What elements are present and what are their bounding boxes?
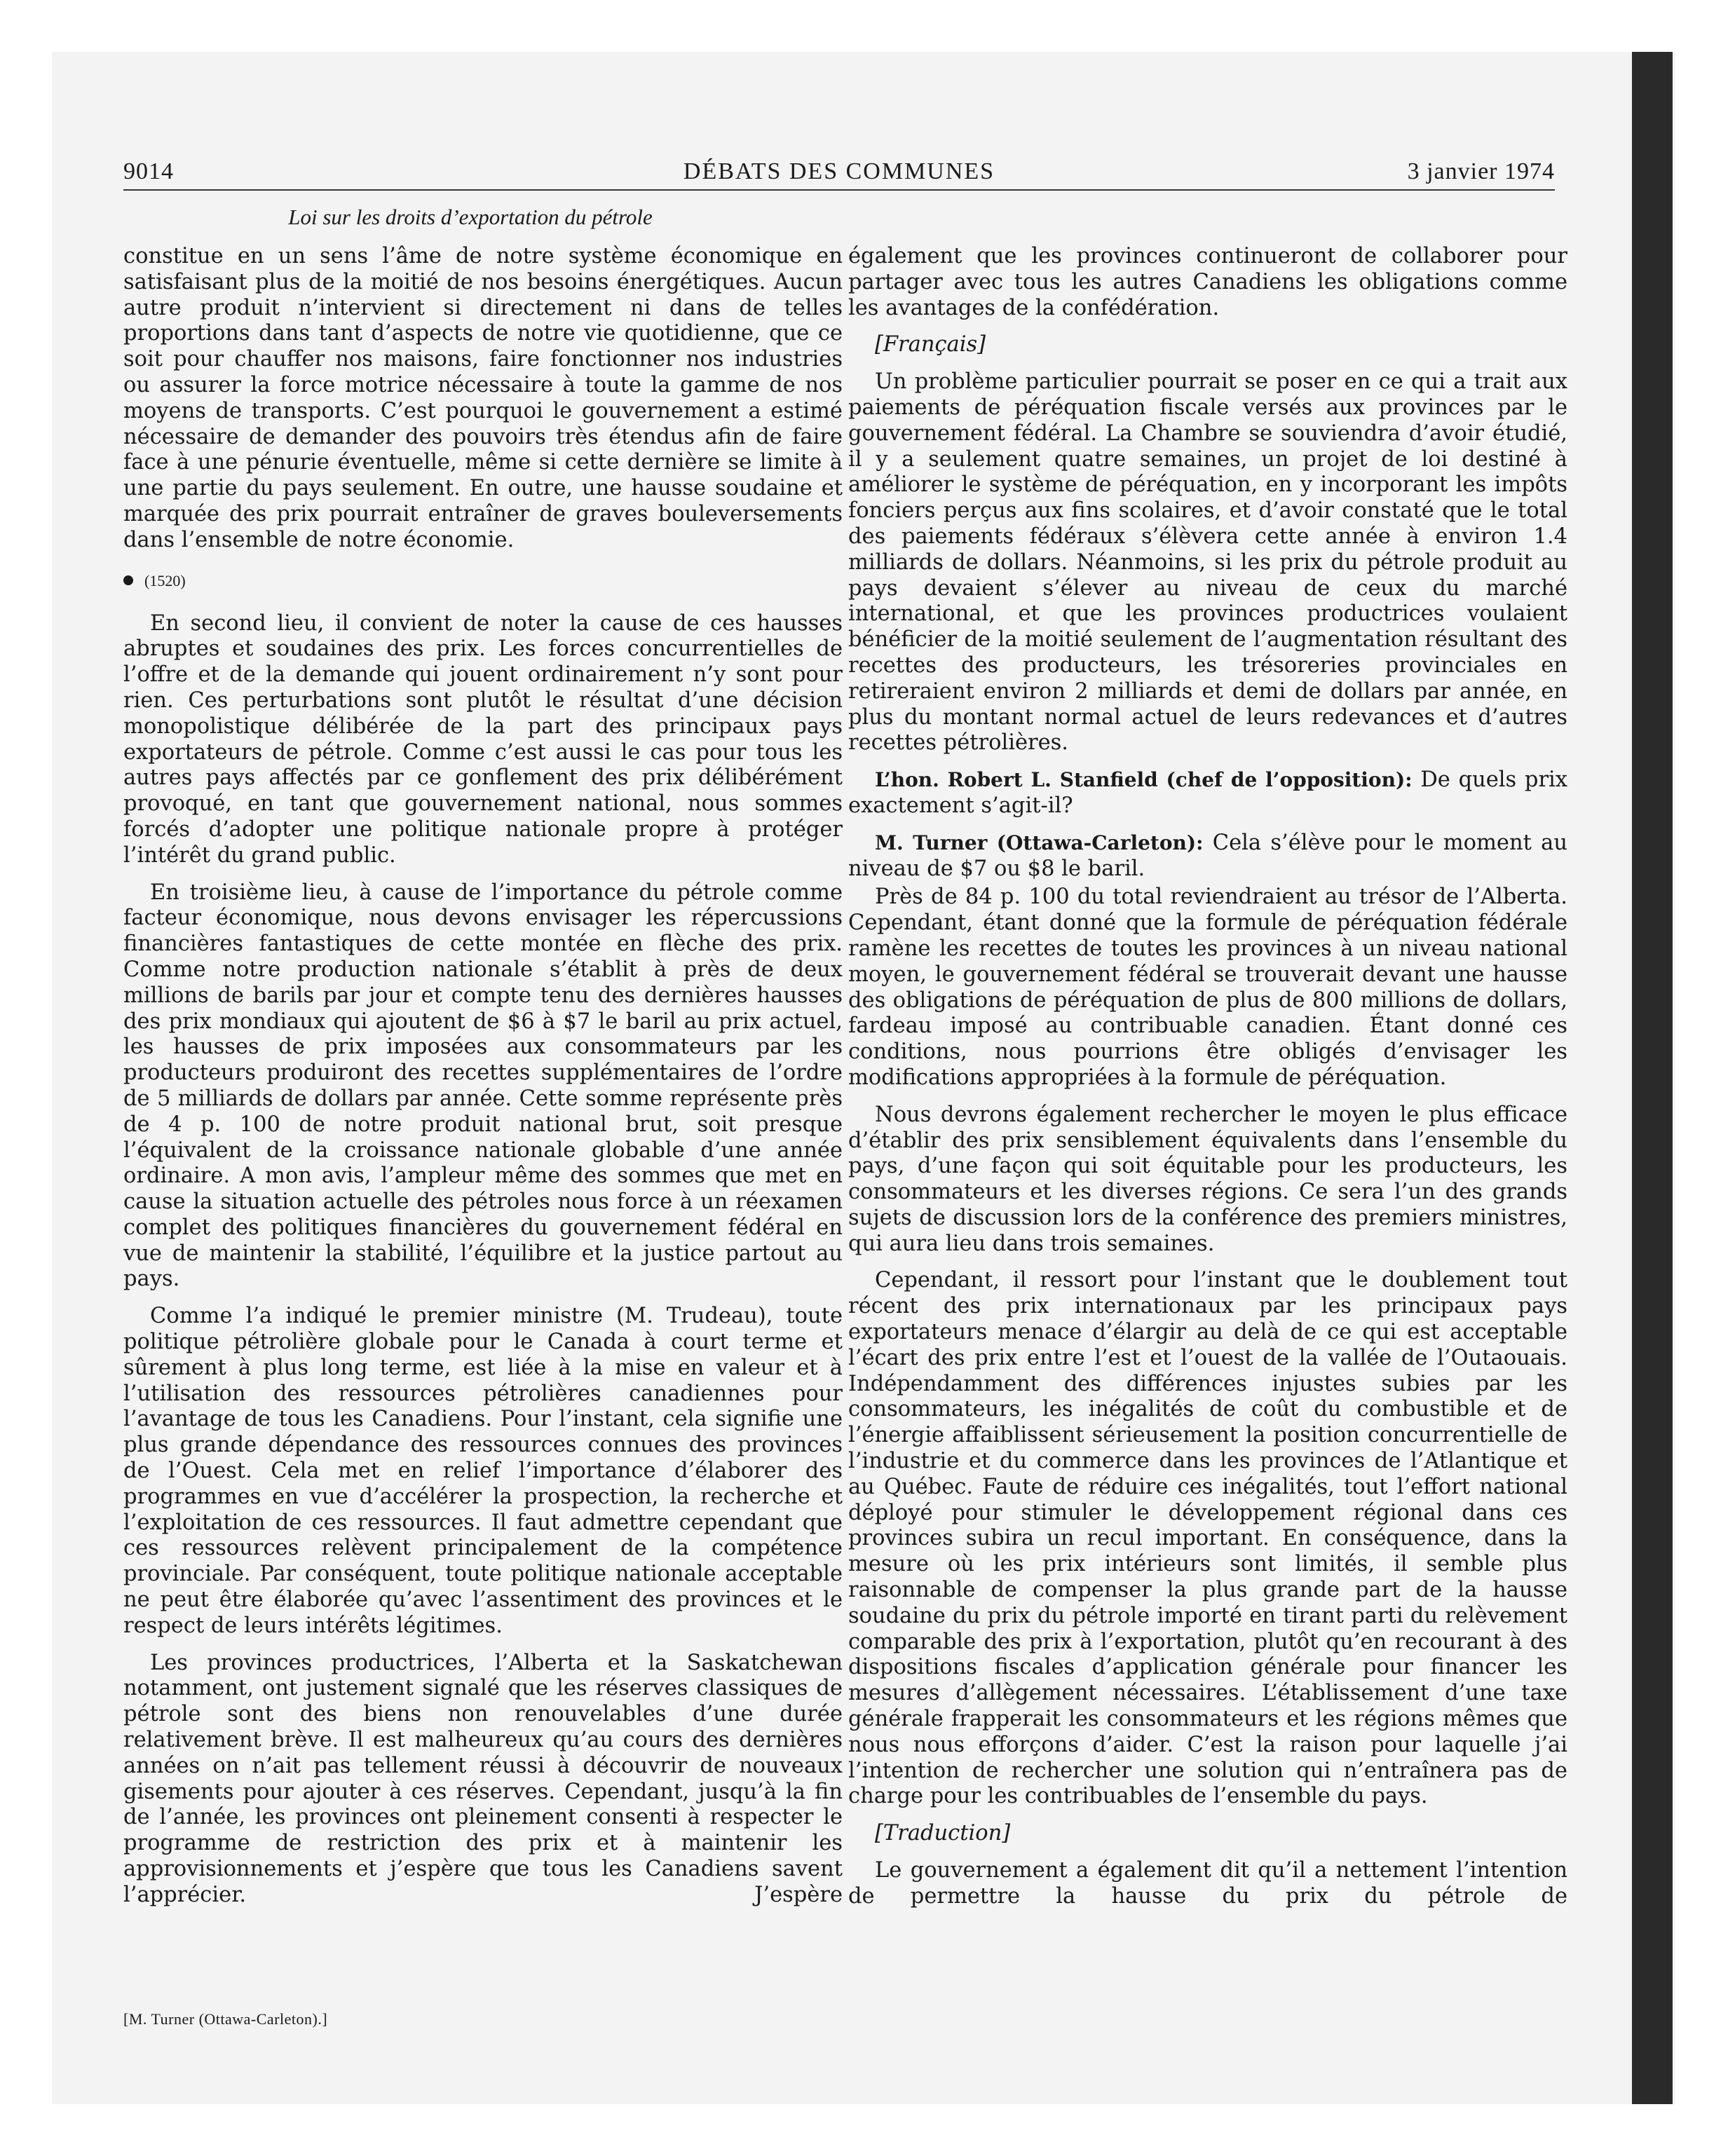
paragraph: Un problème particulier pourrait se poser en ce qui a trait aux paiements de péréquation fiscale versés aux provinces par le gouvernement fédéral. La Chambre se souviendra d’avoir étudié, il y a seulement quatre semaines, un projet de loi destiné à améliorer le système de péréquation, en y incorporant les impôts fonciers perçus aux fins scolaires, et d’avoir constaté que le total des paiements fédéraux s’élèvera cette année à environ 1.4 milliards de dollars. Néanmoins, si les prix du pétrole produit au pays devaient s’élever au niveau de ceux du marché international, et que les provinces productrices voulaient bénéficier de la moitié seulement de l’augmentation résultant des recettes des producteurs, les trésoreries provinciales en retireraient environ 2 milliards et demi de dollars par année, en plus du montant normal actuel de leurs redevances et d’autres recettes pétrolières.	[848, 369, 1567, 756]
paragraph: En second lieu, il convient de noter la cause de ces hausses abruptes et soudaines des prix. Les forces concurrentielles de l’offre et de la demande qui jouent ordinairement n’y sont pour rien. Ces perturbations sont plutôt le résultat d’une décision monopolistique délibérée de la part des principaux pays exportateurs de pétrole. Comme c’est aussi le cas pour tous les autres pays affectés par ce gonflement des prix délibérément provoqué, en tant que gouvernement national, nous sommes forcés d’adopter une politique nationale propre à protéger l’intérêt du grand public.	[123, 610, 843, 868]
speaker-text: De quels prix exactement s’agit-il?	[848, 767, 1567, 818]
scan-edge-shadow	[1632, 52, 1673, 2104]
bullet-icon	[123, 575, 133, 585]
paragraph: Le gouvernement a également dit qu’il a nettement l’intention de permettre la hausse du prix du pétrole de	[848, 1858, 1567, 1909]
speaker-name: M. Turner (Ottawa-Carleton):	[875, 831, 1204, 854]
right-column	[848, 244, 1567, 1921]
paragraph: Les provinces productrices, l’Alberta et la Saskatchewan notamment, ont justement signalé que les réserves classiques de pétrole sont des biens non renouvelables d’une durée relativement brève. Il est malheureux qu’au cours des dernières années on n’ait pas tellement réussi à découvrir de nouveaux gisements pour ajouter à ces réserves. Cependant, jusqu’à la fin de l’année, les provinces ont pleinement consenti à respecter le programme de restriction des prix et à maintenir les approvisionnements et j’espère que tous les Canadiens savent l’apprécier. J’espère	[123, 1650, 843, 1907]
paragraph: Comme l’a indiqué le premier ministre (M. Trudeau), toute politique pétrolière globale pour le Canada à court terme et sûrement à plus long terme, est liée à la mise en valeur et à l’utilisation des ressources pétrolières canadiennes pour l’avantage de tous les Canadiens. Pour l’instant, cela signifie une plus grande dépendance des ressources connues des provinces de l’Ouest. Cela met en relief l’importance d’élaborer des programmes en vue d’accélérer la prospection, la recherche et l’exploitation de ces ressources. Il faut admettre cependant que ces ressources relèvent principalement de la compétence provinciale. Par conséquent, toute politique nationale acceptable ne peut être élaborée qu’avec l’assentiment des provinces et le respect de leurs intérêts légitimes.	[123, 1304, 843, 1638]
paragraph: également que les provinces continueront de collaborer pour partager avec tous les autres Canadiens les obligations comme les avantages de la confédération.	[848, 244, 1567, 320]
publication-title: DÉBATS DES COMMUNES	[683, 158, 995, 184]
language-tag: [Traduction]	[875, 1821, 1011, 1846]
speaker-footer-note: [M. Turner (Ottawa-Carleton).]	[123, 2010, 328, 2028]
language-tag: [Français]	[875, 332, 986, 357]
left-column	[123, 244, 843, 1920]
speaker-name: L’hon. Robert L. Stanfield (chef de l’opposition):	[875, 768, 1413, 792]
paragraph: constitue en un sens l’âme de notre système économique en satisfaisant plus de la moitié de nos besoins énergétiques. Aucun autre produit n’intervient si directement ni dans de telles proportions dans tant d’aspects de notre vie quotidienne, que ce soit pour chauffer nos maisons, faire fonctionner nos industries ou assurer la force motrice nécessaire à toute la gamme de nos moyens de transports. C’est pourquoi le gouvernement a estimé nécessaire de demander des pouvoirs très étendus afin de faire face à une pénurie éventuelle, même si cette dernière se limite à une partie du pays seulement. En outre, une hausse soudaine et marquée des prix pourrait entraîner de graves bouleversements dans l’ensemble de notre économie.	[123, 244, 843, 552]
subject-heading: Loi sur les droits d’exportation du pétrole	[288, 205, 653, 229]
paragraph: Près de 84 p. 100 du total reviendraient au trésor de l’Alberta. Cependant, étant donné que la formule de péréquation fédérale ramène les recettes de toutes les provinces à un niveau national moyen, le gouvernement fédéral se trouverait devant une hausse des obligations de péréquation de plus de 800 millions de dollars, fardeau imposé au contribuable canadien. Étant donné ces conditions, nous pourrions être obligés d’envisager les modifications appropriées à la formule de péréquation.	[848, 885, 1567, 1090]
paragraph: Nous devrons également rechercher le moyen le plus efficace d’établir des prix sensiblement équivalents dans l’ensemble du pays, d’une façon qui soit équitable pour les producteurs, les consommateurs et les diverses régions. Ce sera l’un des grands sujets de discussion lors de la conférence des premiers ministres, qui aura lieu dans trois semaines.	[848, 1102, 1567, 1256]
speaker-text: Cela s’élève pour le moment au niveau de $7 ou $8 le baril.	[848, 830, 1567, 881]
time-marker	[123, 571, 843, 592]
header-rule	[123, 189, 1555, 191]
speaker-paragraph	[848, 767, 1567, 819]
header-date: 3 janvier 1974	[1407, 158, 1555, 184]
page-number: 9014	[123, 158, 174, 184]
page-header	[123, 158, 1555, 193]
paragraph: En troisième lieu, à cause de l’importance du pétrole comme facteur économique, nous devons envisager les répercussions financières fantastiques de cette montée en flèche des prix. Comme notre production nationale s’établit à près de deux millions de barils par jour et compte tenu des dernières hausses des prix mondiaux qui ajoutent de $6 à $7 le baril au prix actuel, les hausses de prix imposées aux consommateurs par les producteurs produiront des recettes supplémentaires de l’ordre de 5 milliards de dollars par année. Cette somme représente près de 4 p. 100 de notre produit national brut, soit presque l’équivalent de la croissance nationale globable d’une année ordinaire. A mon avis, l’ampleur même des sommes que met en cause la situation actuelle des pétroles nous force à un réexamen complet des politiques financières du gouvernement fédéral en vue de maintenir la stabilité, l’équilibre et la justice partout au pays.	[123, 880, 843, 1292]
paragraph: Cependant, il ressort pour l’instant que le doublement tout récent des prix internationaux par les principaux pays exportateurs menace d’élargir au delà de ce qui est acceptable l’écart des prix entre l’est et l’ouest de la vallée de l’Outaouais. Indépendamment des différences injustes subies par les consommateurs, les inégalités de coût du combustible et de l’énergie affaiblissent sérieusement la position concurrentielle de l’industrie et du commerce dans les provinces de l’Atlantique et au Québec. Faute de réduire ces inégalités, tout l’effort national déployé pour stimuler le développement régional dans ces provinces subira un recul important. En conséquence, dans la mesure où les prix intérieurs sont limités, il semble plus raisonnable de compenser la plus grande part de la hausse soudaine du prix du pétrole importé en tirant parti du relèvement comparable des prix à l’exportation, plutôt qu’en recourant à des dispositions fiscales d’application générale pour financer les mesures d’allègement nécessaires. L’établissement d’une taxe générale frapperait les consommateurs et les régions mêmes que nous nous efforçons d’aider. C’est la raison pour laquelle j’ai l’intention de rechercher une solution qui n’entraînera pas de charge pour les contribuables de l’ensemble du pays.	[848, 1268, 1567, 1809]
speaker-paragraph	[848, 831, 1567, 882]
time-marker-text: (1520)	[144, 571, 186, 589]
